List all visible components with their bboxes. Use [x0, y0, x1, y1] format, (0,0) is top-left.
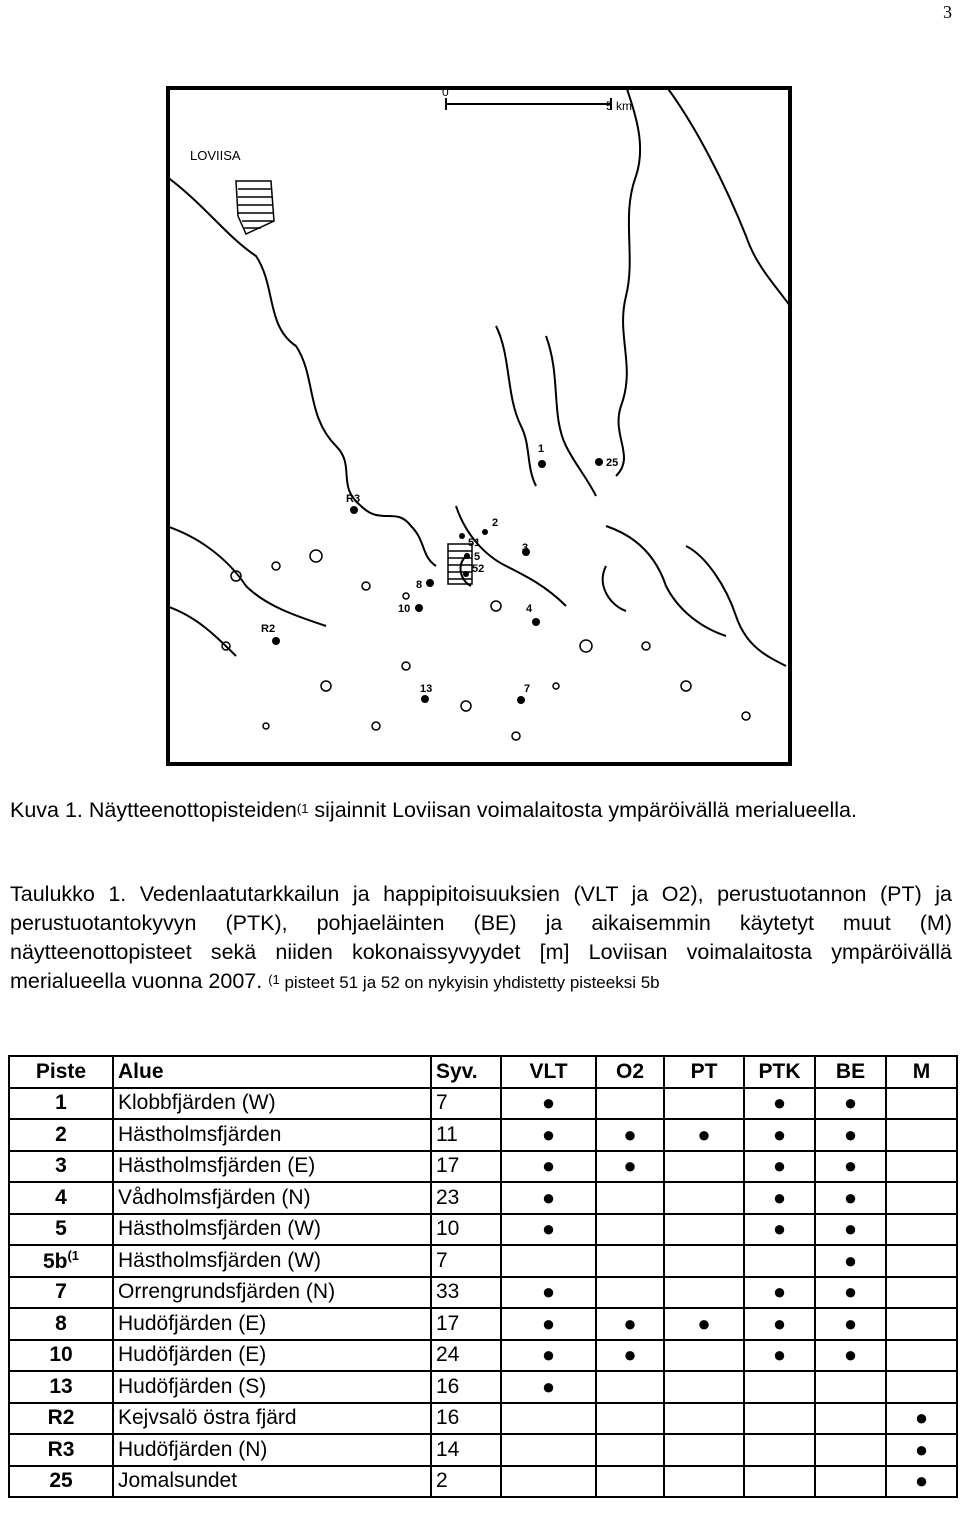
table-row — [9, 1434, 957, 1466]
cell-mark: ● — [664, 1119, 744, 1151]
cell-mark: ● — [596, 1340, 664, 1372]
page-number: 3 — [943, 2, 952, 22]
cell-mark — [501, 1403, 596, 1435]
point-13-label: 13 — [420, 683, 433, 695]
point-r3-label: R3 — [346, 493, 361, 505]
header-o2: O2 — [596, 1056, 664, 1088]
cell-piste — [9, 1434, 113, 1466]
header-pt: PT — [664, 1056, 744, 1088]
cell-mark — [596, 1214, 664, 1246]
cell-mark: ● — [886, 1434, 957, 1466]
cell-mark — [815, 1466, 886, 1498]
cell-syv: 17 — [431, 1151, 501, 1183]
cell-mark: ● — [815, 1088, 886, 1120]
cell-piste — [9, 1088, 113, 1120]
cell-mark: ● — [501, 1151, 596, 1183]
cell-mark: ● — [744, 1214, 815, 1246]
cell-mark — [744, 1403, 815, 1435]
figure-caption-prefix: Kuva 1. Näytteenottopisteiden — [10, 798, 297, 822]
cell-syv: 11 — [431, 1119, 501, 1151]
piste-value: 10 — [49, 1343, 73, 1367]
cell-piste — [9, 1245, 113, 1277]
cell-alue: Hudöfjärden (E) — [113, 1308, 431, 1340]
cell-mark: ● — [744, 1308, 815, 1340]
cell-syv: 16 — [431, 1403, 501, 1435]
piste-value: R2 — [47, 1406, 75, 1430]
table-row — [9, 1088, 957, 1120]
header-alue: Alue — [113, 1056, 431, 1088]
cell-mark — [596, 1182, 664, 1214]
sampling-table — [8, 1055, 958, 1498]
point-r2-label: R2 — [261, 623, 276, 635]
table-row — [9, 1182, 957, 1214]
cell-alue: Hästholmsfjärden — [113, 1119, 431, 1151]
piste-value: 1 — [55, 1091, 67, 1115]
table-caption-note-sup: (1 — [268, 972, 280, 987]
cell-piste — [9, 1340, 113, 1372]
figure-caption-sup: (1 — [296, 801, 309, 816]
table-row — [9, 1151, 957, 1183]
cell-mark: ● — [815, 1214, 886, 1246]
cell-syv: 17 — [431, 1308, 501, 1340]
table-row — [9, 1403, 957, 1435]
cell-mark: ● — [815, 1277, 886, 1309]
cell-mark: ● — [501, 1182, 596, 1214]
cell-alue: Vådholmsfjärden (N) — [113, 1182, 431, 1214]
table-row — [9, 1371, 957, 1403]
cell-mark — [596, 1371, 664, 1403]
cell-mark — [664, 1245, 744, 1277]
cell-alue: Hästholmsfjärden (W) — [113, 1245, 431, 1277]
cell-mark: ● — [886, 1466, 957, 1498]
point-4-label: 4 — [526, 603, 533, 615]
cell-mark: ● — [744, 1151, 815, 1183]
cell-mark — [664, 1182, 744, 1214]
cell-mark — [744, 1434, 815, 1466]
cell-piste — [9, 1182, 113, 1214]
point-3-label: 3 — [522, 542, 529, 554]
header-be: BE — [815, 1056, 886, 1088]
hatched-area-5 — [448, 544, 472, 584]
cell-mark: ● — [501, 1088, 596, 1120]
cell-alue: Klobbfjärden (W) — [113, 1088, 431, 1120]
piste-value: R3 — [47, 1437, 75, 1461]
cell-alue: Jomalsundet — [113, 1466, 431, 1498]
cell-piste — [9, 1214, 113, 1246]
point-52-label: 52 — [472, 563, 485, 575]
cell-mark: ● — [596, 1151, 664, 1183]
cell-mark — [886, 1340, 957, 1372]
piste-value: 4 — [55, 1185, 67, 1209]
cell-alue: Orrengrundsfjärden (N) — [113, 1277, 431, 1309]
header-piste: Piste — [9, 1056, 113, 1088]
piste-value: 13 — [49, 1374, 73, 1398]
table-caption-text: Taulukko 1. Vedenlaatutarkkailun ja happipitoisuuksien (VLT ja O2), perustuotannon (PT) ja perustuotantokyvyn (PTK), pohjaeläinten (BE) ja aikaisemmin käytetyt muut (M) näytteenottopisteet sekä niiden kokonaissyvyydet [m] Loviisan voimalaitosta ympäröivällä merialueella vuonna 2007. — [10, 882, 952, 993]
cell-alue: Kejvsalö östra fjärd — [113, 1403, 431, 1435]
piste-value: 3 — [55, 1154, 67, 1178]
cell-syv: 23 — [431, 1182, 501, 1214]
cell-syv: 2 — [431, 1466, 501, 1498]
cell-mark — [886, 1182, 957, 1214]
cell-mark — [501, 1466, 596, 1498]
header-syv: Syv. — [431, 1056, 501, 1088]
cell-mark: ● — [744, 1088, 815, 1120]
cell-mark — [596, 1403, 664, 1435]
point-2-label: 2 — [492, 517, 499, 529]
cell-syv: 14 — [431, 1434, 501, 1466]
point-25-label: 25 — [606, 457, 619, 469]
piste-value: 7 — [55, 1280, 67, 1304]
cell-mark: ● — [744, 1277, 815, 1309]
cell-mark: ● — [501, 1214, 596, 1246]
table-caption — [10, 880, 952, 997]
cell-syv: 7 — [431, 1088, 501, 1120]
cell-mark — [744, 1245, 815, 1277]
cell-mark — [664, 1434, 744, 1466]
cell-mark — [664, 1371, 744, 1403]
cell-mark: ● — [501, 1371, 596, 1403]
cell-alue: Hästholmsfjärden (W) — [113, 1214, 431, 1246]
point-5-label: 5 — [474, 551, 481, 563]
cell-mark: ● — [501, 1308, 596, 1340]
cell-mark — [815, 1371, 886, 1403]
cell-mark — [664, 1088, 744, 1120]
sampling-points — [261, 443, 618, 704]
cell-mark — [744, 1371, 815, 1403]
cell-mark: ● — [815, 1245, 886, 1277]
cell-mark: ● — [596, 1308, 664, 1340]
cell-mark — [886, 1151, 957, 1183]
table-row — [9, 1119, 957, 1151]
cell-piste — [9, 1403, 113, 1435]
piste-value: 5b — [42, 1249, 68, 1273]
cell-mark: ● — [501, 1119, 596, 1151]
table-row — [9, 1308, 957, 1340]
piste-value: 5 — [55, 1217, 67, 1241]
cell-piste — [9, 1119, 113, 1151]
cell-mark — [501, 1245, 596, 1277]
cell-alue: Hästholmsfjärden (E) — [113, 1151, 431, 1183]
cell-syv: 10 — [431, 1214, 501, 1246]
cell-mark: ● — [815, 1182, 886, 1214]
piste-value: 2 — [55, 1122, 67, 1146]
cell-mark: ● — [886, 1403, 957, 1435]
point-1-label: 1 — [538, 443, 545, 455]
scale-zero: 0 — [442, 86, 449, 99]
cell-mark: ● — [815, 1119, 886, 1151]
table-row — [9, 1245, 957, 1277]
cell-syv: 33 — [431, 1277, 501, 1309]
point-51-label: 51 — [468, 537, 481, 549]
header-vlt: VLT — [501, 1056, 596, 1088]
cell-mark — [664, 1214, 744, 1246]
scale-label: 5 km — [606, 99, 633, 113]
piste-footnote-sup: (1 — [67, 1247, 80, 1263]
cell-mark — [664, 1466, 744, 1498]
header-m: M — [886, 1056, 957, 1088]
cell-piste — [9, 1466, 113, 1498]
cell-syv: 7 — [431, 1245, 501, 1277]
piste-value: 25 — [49, 1469, 73, 1493]
header-ptk: PTK — [744, 1056, 815, 1088]
cell-mark: ● — [744, 1119, 815, 1151]
cell-mark: ● — [744, 1182, 815, 1214]
cell-piste — [9, 1151, 113, 1183]
cell-mark: ● — [501, 1340, 596, 1372]
cell-mark — [886, 1371, 957, 1403]
cell-mark — [886, 1088, 957, 1120]
cell-mark — [664, 1151, 744, 1183]
cell-mark: ● — [596, 1119, 664, 1151]
table-row — [9, 1340, 957, 1372]
table-row — [9, 1214, 957, 1246]
cell-piste — [9, 1277, 113, 1309]
cell-syv: 16 — [431, 1371, 501, 1403]
cell-mark: ● — [744, 1340, 815, 1372]
cell-mark — [815, 1434, 886, 1466]
cell-alue: Hudöfjärden (S) — [113, 1371, 431, 1403]
cell-mark: ● — [664, 1308, 744, 1340]
cell-mark — [886, 1308, 957, 1340]
cell-mark — [886, 1245, 957, 1277]
point-10-label: 10 — [398, 603, 411, 615]
figure-caption — [10, 796, 952, 825]
loviisa-town-hatch — [236, 181, 274, 234]
cell-piste — [9, 1308, 113, 1340]
cell-alue: Hudöfjärden (N) — [113, 1434, 431, 1466]
cell-mark: ● — [815, 1151, 886, 1183]
cell-mark — [886, 1214, 957, 1246]
cell-syv: 24 — [431, 1340, 501, 1372]
point-7-label: 7 — [524, 683, 531, 695]
cell-mark — [596, 1245, 664, 1277]
piste-value: 8 — [55, 1311, 67, 1335]
table-caption-note: pisteet 51 ja 52 on nykyisin yhdistetty pisteeksi 5b — [279, 973, 660, 992]
cell-mark — [596, 1434, 664, 1466]
figure-caption-text: sijainnit Loviisan voimalaitosta ympäröivällä merialueella. — [308, 798, 857, 822]
cell-mark — [886, 1277, 957, 1309]
sampling-map — [166, 86, 792, 766]
coastline — [166, 86, 790, 666]
cell-mark: ● — [815, 1340, 886, 1372]
cell-alue: Hudöfjärden (E) — [113, 1340, 431, 1372]
cell-mark — [886, 1119, 957, 1151]
cell-mark — [815, 1403, 886, 1435]
table-header-row — [9, 1056, 957, 1088]
cell-mark — [596, 1277, 664, 1309]
table-row — [9, 1466, 957, 1498]
cell-mark — [664, 1403, 744, 1435]
cell-mark — [664, 1277, 744, 1309]
cell-mark — [744, 1466, 815, 1498]
cell-piste — [9, 1371, 113, 1403]
cell-mark — [501, 1434, 596, 1466]
cell-mark — [596, 1088, 664, 1120]
table-row — [9, 1277, 957, 1309]
islands — [222, 550, 750, 740]
loviisa-label: LOVIISA — [190, 148, 241, 163]
point-8-label: 8 — [416, 579, 423, 591]
cell-mark — [596, 1466, 664, 1498]
cell-mark: ● — [815, 1308, 886, 1340]
cell-mark — [664, 1340, 744, 1372]
scale-bar — [442, 86, 632, 113]
cell-mark: ● — [501, 1277, 596, 1309]
